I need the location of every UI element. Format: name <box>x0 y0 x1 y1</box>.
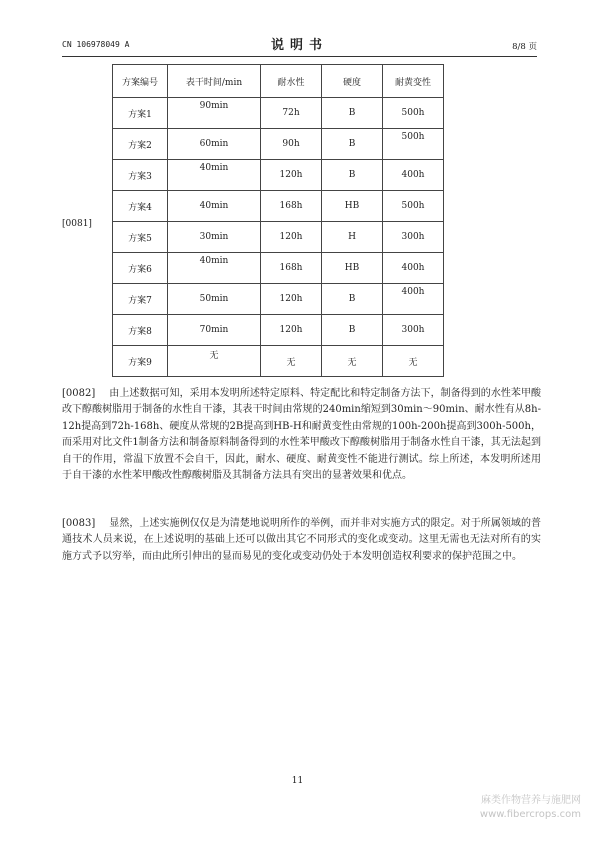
table-cell: 方案3 <box>113 160 168 191</box>
table-cell: 方案4 <box>113 191 168 222</box>
table-row <box>113 284 444 315</box>
header-hardness: 硬度 <box>322 65 383 98</box>
table-cell: H <box>322 222 383 253</box>
table-cell: 50min <box>168 284 261 315</box>
table-cell: 120h <box>261 222 322 253</box>
table-cell: 90min <box>168 98 261 129</box>
header-dry-time: 表干时间/min <box>168 65 261 98</box>
table-cell: 120h <box>261 315 322 346</box>
table-cell: 无 <box>168 346 261 377</box>
doc-title: 说明书 <box>270 38 328 53</box>
table-cell: 方案7 <box>113 284 168 315</box>
table-cell: 60min <box>168 129 261 160</box>
paragraph-text-0083: 显然，上述实施例仅仅是为清楚地说明所作的举例，而并非对实施方式的限定。对于所属领域的普通技术人员来说，在上述说明的基础上还可以做出其它不同形式的变化或变动。这里无需也无法对所有的实施方式予以穷举，而由此所引伸出的显而易见的变化或变动仍处于本发明创造权利要求的保护范围之中。 <box>62 518 541 562</box>
paragraph-text-0082: 由上述数据可知，采用本发明所述特定原料、特定配比和特定制备方法下，制备得到的水性苯甲酸改下醇酸树脂用于制备的水性自干漆，其表干时间由常规的240min缩短到30min～90min、耐水性有从8h-12h提高到72h-168h、硬度从常规的2B提高到HB-H和耐黄变性由常规的100h-200h提高到300h-500h，而采用对比文件1制备方法和制备原料制备得到的水性苯甲酸改下醇酸树脂用于制备水性自干漆，其无法起到自干的作用，常温下放置不会自干，因此，耐水、硬度、耐黄变性不能进行测试。综上所述，本发明所述用于自干漆的水性苯甲酸改性醇酸树脂及其制备方法具有突出的显著效果和优点。 <box>62 388 541 482</box>
table-cell: HB <box>322 253 383 284</box>
table-cell: 方案5 <box>113 222 168 253</box>
table-cell: 方案6 <box>113 253 168 284</box>
table-cell: 方案2 <box>113 129 168 160</box>
table-cell: 120h <box>261 284 322 315</box>
table-cell: 40min <box>168 160 261 191</box>
watermark-line-2: www.fibercrops.com <box>479 809 581 820</box>
table-header-row <box>113 65 444 98</box>
header-scheme-id: 方案编号 <box>113 65 168 98</box>
header-rule <box>62 56 537 57</box>
table-row <box>113 253 444 284</box>
table-row <box>113 160 444 191</box>
table-row <box>113 315 444 346</box>
header-yellowing-resistance: 耐黄变性 <box>383 65 444 98</box>
doc-number: CN 106978049 A <box>62 40 130 49</box>
table-row <box>113 129 444 160</box>
table-cell: 400h <box>383 160 444 191</box>
table-cell: 无 <box>322 346 383 377</box>
table-cell: 无 <box>383 346 444 377</box>
page-header <box>62 34 537 54</box>
table-cell: 500h <box>383 191 444 222</box>
table-row <box>113 222 444 253</box>
watermark <box>446 794 581 822</box>
watermark-line-1: 麻类作物营养与施肥网 <box>481 795 581 806</box>
table-cell: B <box>322 160 383 191</box>
table-cell: 方案8 <box>113 315 168 346</box>
results-table <box>112 64 444 377</box>
table-cell: B <box>322 98 383 129</box>
table-row <box>113 346 444 377</box>
table-cell: 72h <box>261 98 322 129</box>
page-number: 11 <box>291 776 304 786</box>
table-cell: B <box>322 129 383 160</box>
table-cell: 168h <box>261 253 322 284</box>
table-cell: 500h <box>383 129 444 160</box>
table-cell: 300h <box>383 315 444 346</box>
paragraph-0082 <box>62 386 541 484</box>
paragraph-tag-0083: [0083] <box>62 518 96 529</box>
table-row <box>113 98 444 129</box>
table-cell: B <box>322 284 383 315</box>
table-cell: 300h <box>383 222 444 253</box>
paragraph-tag-0082: [0082] <box>62 388 96 399</box>
table-cell: 方案9 <box>113 346 168 377</box>
page-info: 8/8 页 <box>512 42 537 52</box>
table-cell: 方案1 <box>113 98 168 129</box>
table-cell: 500h <box>383 98 444 129</box>
paragraph-0083 <box>62 516 541 565</box>
table-cell: 400h <box>383 284 444 315</box>
table-cell: 400h <box>383 253 444 284</box>
table-cell: 40min <box>168 191 261 222</box>
table-cell: 40min <box>168 253 261 284</box>
table-cell: 30min <box>168 222 261 253</box>
table-cell: HB <box>322 191 383 222</box>
table-cell: 90h <box>261 129 322 160</box>
header-water-resistance: 耐水性 <box>261 65 322 98</box>
table-cell: 168h <box>261 191 322 222</box>
table-row <box>113 191 444 222</box>
table-cell: 70min <box>168 315 261 346</box>
table-cell: 无 <box>261 346 322 377</box>
paragraph-tag-0081: [0081] <box>62 219 92 229</box>
table-cell: B <box>322 315 383 346</box>
table-cell: 120h <box>261 160 322 191</box>
